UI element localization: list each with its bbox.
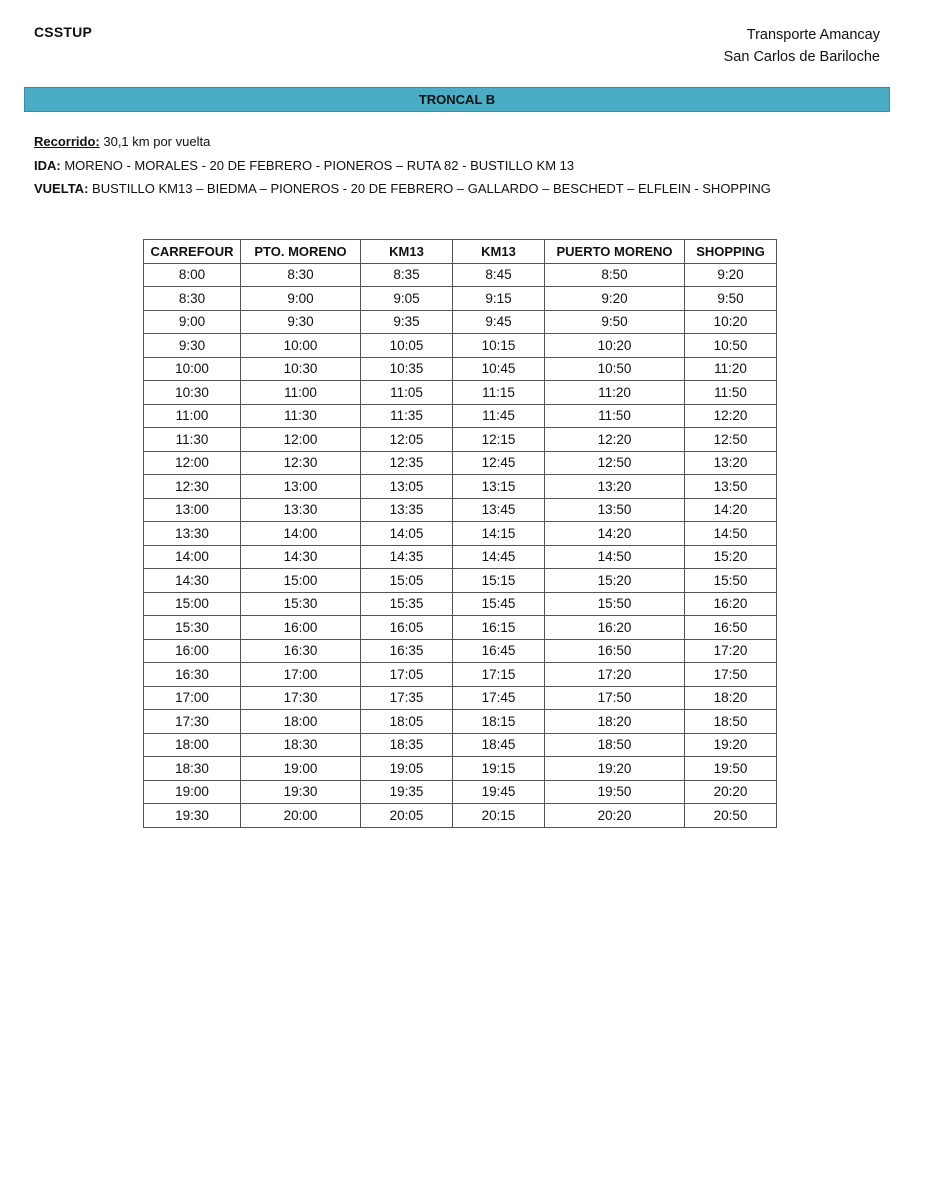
time-cell: 17:30 [241,686,361,710]
time-cell: 10:20 [685,310,777,334]
table-row [144,357,777,381]
table-header-row [144,240,777,264]
time-cell: 17:00 [241,663,361,687]
time-cell: 19:00 [144,780,241,804]
time-cell: 16:15 [453,616,545,640]
time-cell: 9:30 [144,334,241,358]
time-cell: 10:30 [241,357,361,381]
time-cell: 19:00 [241,757,361,781]
time-cell: 19:20 [545,757,685,781]
time-cell: 19:50 [545,780,685,804]
table-row [144,263,777,287]
time-cell: 11:30 [241,404,361,428]
column-header: PUERTO MORENO [545,240,685,264]
time-cell: 17:35 [361,686,453,710]
time-cell: 10:05 [361,334,453,358]
company-info [724,24,880,68]
time-cell: 15:00 [241,569,361,593]
time-cell: 11:20 [685,357,777,381]
time-cell: 9:05 [361,287,453,311]
time-cell: 12:50 [545,451,685,475]
time-cell: 19:05 [361,757,453,781]
time-cell: 16:00 [144,639,241,663]
time-cell: 10:20 [545,334,685,358]
time-cell: 18:50 [685,710,777,734]
time-cell: 13:30 [241,498,361,522]
time-cell: 15:30 [241,592,361,616]
schedule-body [144,263,777,827]
time-cell: 16:20 [545,616,685,640]
time-cell: 13:00 [144,498,241,522]
time-cell: 17:50 [685,663,777,687]
time-cell: 9:15 [453,287,545,311]
time-cell: 17:50 [545,686,685,710]
column-header: KM13 [453,240,545,264]
ida-value: MORENO - MORALES - 20 DE FEBRERO - PIONEROS – RUTA 82 - BUSTILLO KM 13 [64,157,575,173]
time-cell: 11:35 [361,404,453,428]
time-cell: 12:00 [144,451,241,475]
table-row [144,498,777,522]
time-cell: 9:35 [361,310,453,334]
time-cell: 17:45 [453,686,545,710]
table-row [144,639,777,663]
time-cell: 16:50 [685,616,777,640]
time-cell: 15:00 [144,592,241,616]
vuelta-value: BUSTILLO KM13 – BIEDMA – PIONEROS - 20 DE FEBRERO – GALLARDO – BESCHEDT – ELFLEIN - SHOPPING [92,181,771,196]
time-cell: 9:20 [685,263,777,287]
time-cell: 15:30 [144,616,241,640]
time-cell: 10:00 [241,334,361,358]
time-cell: 9:50 [685,287,777,311]
time-cell: 9:45 [453,310,545,334]
time-cell: 8:00 [144,263,241,287]
table-row [144,381,777,405]
time-cell: 11:45 [453,404,545,428]
time-cell: 19:30 [144,804,241,828]
time-cell: 18:50 [545,733,685,757]
time-cell: 8:50 [545,263,685,287]
time-cell: 19:20 [685,733,777,757]
time-cell: 19:15 [453,757,545,781]
table-row [144,804,777,828]
time-cell: 12:00 [241,428,361,452]
column-header: KM13 [361,240,453,264]
table-row [144,616,777,640]
table-row [144,287,777,311]
time-cell: 18:35 [361,733,453,757]
route-info [34,130,771,201]
time-cell: 12:20 [545,428,685,452]
time-cell: 11:50 [545,404,685,428]
time-cell: 11:00 [144,404,241,428]
recorrido-line [34,130,771,154]
time-cell: 13:20 [685,451,777,475]
time-cell: 19:35 [361,780,453,804]
time-cell: 14:20 [685,498,777,522]
route-title-banner: TRONCAL B [24,87,890,112]
time-cell: 11:20 [545,381,685,405]
table-row [144,686,777,710]
time-cell: 8:35 [361,263,453,287]
time-cell: 14:45 [453,545,545,569]
company-city: San Carlos de Bariloche [723,49,880,65]
table-row [144,475,777,499]
time-cell: 15:45 [453,592,545,616]
time-cell: 10:15 [453,334,545,358]
time-cell: 9:00 [241,287,361,311]
time-cell: 17:05 [361,663,453,687]
time-cell: 12:20 [685,404,777,428]
time-cell: 18:20 [545,710,685,734]
time-cell: 12:15 [453,428,545,452]
ida-label: IDA: [34,157,61,173]
time-cell: 13:00 [241,475,361,499]
time-cell: 9:20 [545,287,685,311]
time-cell: 13:50 [545,498,685,522]
time-cell: 15:50 [545,592,685,616]
time-cell: 16:50 [545,639,685,663]
recorrido-label: Recorrido: [34,134,100,149]
column-header: CARREFOUR [144,240,241,264]
table-row [144,334,777,358]
time-cell: 17:20 [685,639,777,663]
time-cell: 14:35 [361,545,453,569]
time-cell: 19:45 [453,780,545,804]
table-row [144,545,777,569]
time-cell: 13:30 [144,522,241,546]
time-cell: 10:00 [144,357,241,381]
time-cell: 9:00 [144,310,241,334]
time-cell: 14:30 [241,545,361,569]
time-cell: 16:30 [241,639,361,663]
time-cell: 10:50 [685,334,777,358]
table-row [144,663,777,687]
time-cell: 18:05 [361,710,453,734]
table-row [144,733,777,757]
time-cell: 11:05 [361,381,453,405]
time-cell: 12:45 [453,451,545,475]
time-cell: 16:05 [361,616,453,640]
table-row [144,404,777,428]
organization-name: CSSTUP [34,24,92,40]
time-cell: 10:35 [361,357,453,381]
time-cell: 13:50 [685,475,777,499]
time-cell: 14:50 [545,545,685,569]
time-cell: 11:00 [241,381,361,405]
time-cell: 16:30 [144,663,241,687]
column-header: SHOPPING [685,240,777,264]
time-cell: 8:30 [241,263,361,287]
time-cell: 10:50 [545,357,685,381]
time-cell: 15:35 [361,592,453,616]
time-cell: 12:35 [361,451,453,475]
time-cell: 13:35 [361,498,453,522]
time-cell: 15:50 [685,569,777,593]
time-cell: 15:05 [361,569,453,593]
time-cell: 18:45 [453,733,545,757]
time-cell: 13:15 [453,475,545,499]
time-cell: 14:30 [144,569,241,593]
table-row [144,780,777,804]
table-row [144,710,777,734]
time-cell: 16:45 [453,639,545,663]
time-cell: 17:20 [545,663,685,687]
time-cell: 13:20 [545,475,685,499]
time-cell: 8:30 [144,287,241,311]
time-cell: 20:20 [545,804,685,828]
time-cell: 15:20 [685,545,777,569]
time-cell: 11:30 [144,428,241,452]
time-cell: 9:50 [545,310,685,334]
time-cell: 14:00 [241,522,361,546]
recorrido-value: 30,1 km por vuelta [103,134,211,149]
time-cell: 8:45 [453,263,545,287]
time-cell: 14:15 [453,522,545,546]
table-row [144,428,777,452]
time-cell: 18:15 [453,710,545,734]
time-cell: 17:30 [144,710,241,734]
time-cell: 19:50 [685,757,777,781]
time-cell: 16:00 [241,616,361,640]
table-row [144,757,777,781]
time-cell: 16:35 [361,639,453,663]
company-name: Transporte Amancay [746,27,880,43]
time-cell: 12:05 [361,428,453,452]
time-cell: 14:05 [361,522,453,546]
time-cell: 20:00 [241,804,361,828]
table-row [144,522,777,546]
time-cell: 18:30 [241,733,361,757]
time-cell: 17:15 [453,663,545,687]
time-cell: 12:30 [241,451,361,475]
time-cell: 10:30 [144,381,241,405]
time-cell: 20:05 [361,804,453,828]
time-cell: 13:05 [361,475,453,499]
time-cell: 18:00 [241,710,361,734]
time-cell: 11:50 [685,381,777,405]
time-cell: 16:20 [685,592,777,616]
table-row [144,451,777,475]
time-cell: 13:45 [453,498,545,522]
time-cell: 19:30 [241,780,361,804]
time-cell: 20:50 [685,804,777,828]
time-cell: 15:20 [545,569,685,593]
time-cell: 14:00 [144,545,241,569]
column-header: PTO. MORENO [241,240,361,264]
time-cell: 20:20 [685,780,777,804]
time-cell: 12:30 [144,475,241,499]
time-cell: 9:30 [241,310,361,334]
time-cell: 12:50 [685,428,777,452]
time-cell: 14:20 [545,522,685,546]
time-cell: 20:15 [453,804,545,828]
time-cell: 18:20 [685,686,777,710]
vuelta-line [34,177,771,201]
time-cell: 18:00 [144,733,241,757]
time-cell: 18:30 [144,757,241,781]
ida-line [34,154,771,178]
time-cell: 11:15 [453,381,545,405]
time-cell: 14:50 [685,522,777,546]
table-row [144,310,777,334]
time-cell: 15:15 [453,569,545,593]
table-row [144,569,777,593]
time-cell: 10:45 [453,357,545,381]
time-cell: 17:00 [144,686,241,710]
table-row [144,592,777,616]
schedule-table [143,239,777,828]
vuelta-label: VUELTA: [34,181,89,196]
